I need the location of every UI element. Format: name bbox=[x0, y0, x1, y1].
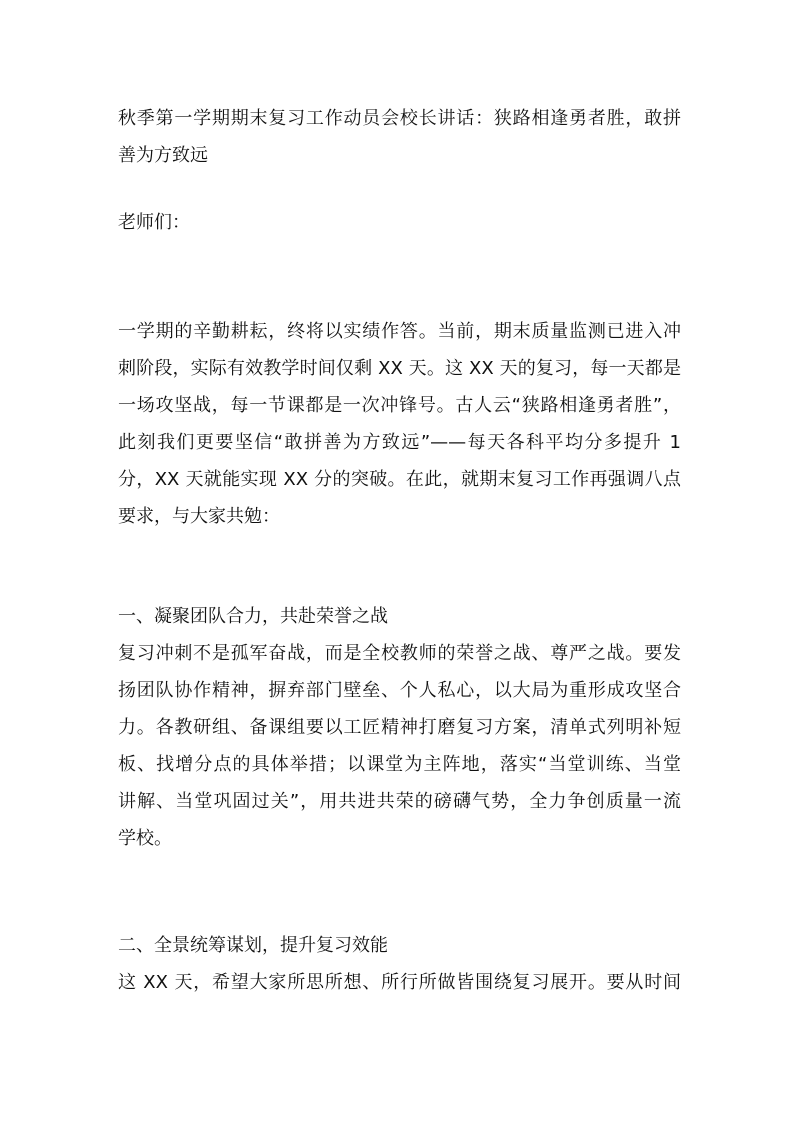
salutation-block bbox=[118, 204, 681, 241]
paragraph-line: 扬团队协作精神，摒弃部门壁垒、个人私心，以大局为重形成攻坚合 bbox=[118, 680, 681, 701]
title-line: 秋季第一学期期末复习工作动员会校长讲话：狭路相逢勇者胜，敢拼 bbox=[118, 108, 681, 129]
paragraph-line: 要求，与大家共勉： bbox=[118, 506, 280, 527]
title-line: 善为方致远 bbox=[118, 145, 208, 166]
paragraph-line: 分，XX 天就能实现 XX 分的突破。在此，就期末复习工作再强调八点 bbox=[118, 469, 681, 490]
paragraph-line: 这 XX 天，希望大家所思所想、所行所做皆围绕复习展开。要从时间 bbox=[118, 972, 681, 993]
intro-paragraph bbox=[118, 313, 681, 535]
paragraph-line: 讲解、当堂巩固过关”，用共进共荣的磅礴气势，全力争创质量一流 bbox=[118, 791, 681, 812]
paragraph-line: 此刻我们更要坚信“敢拼善为方致远”——每天各科平均分多提升 1 bbox=[118, 432, 681, 453]
paragraph-line: 板、找增分点的具体举措；以课堂为主阵地，落实“当堂训练、当堂 bbox=[118, 754, 681, 775]
section-1 bbox=[118, 598, 681, 857]
paragraph-line: 一学期的辛勤耕耘，终将以实绩作答。当前，期末质量监测已进入冲 bbox=[118, 321, 681, 342]
section-2 bbox=[118, 927, 681, 1001]
document-title bbox=[118, 100, 681, 174]
salutation: 老师们： bbox=[118, 212, 190, 233]
section-heading: 二、全景统筹谋划，提升复习效能 bbox=[118, 935, 388, 956]
paragraph-line: 复习冲刺不是孤军奋战，而是全校教师的荣誉之战、尊严之战。要发 bbox=[118, 643, 681, 664]
paragraph-line: 一场攻坚战，每一节课都是一次冲锋号。古人云“狭路相逢勇者胜”， bbox=[118, 395, 681, 416]
paragraph-line: 学校。 bbox=[118, 828, 172, 849]
paragraph-line: 刺阶段，实际有效教学时间仅剩 XX 天。这 XX 天的复习，每一天都是 bbox=[118, 358, 681, 379]
paragraph-line: 力。各教研组、备课组要以工匠精神打磨复习方案，清单式列明补短 bbox=[118, 717, 681, 738]
section-heading: 一、凝聚团队合力，共赴荣誉之战 bbox=[118, 606, 388, 627]
